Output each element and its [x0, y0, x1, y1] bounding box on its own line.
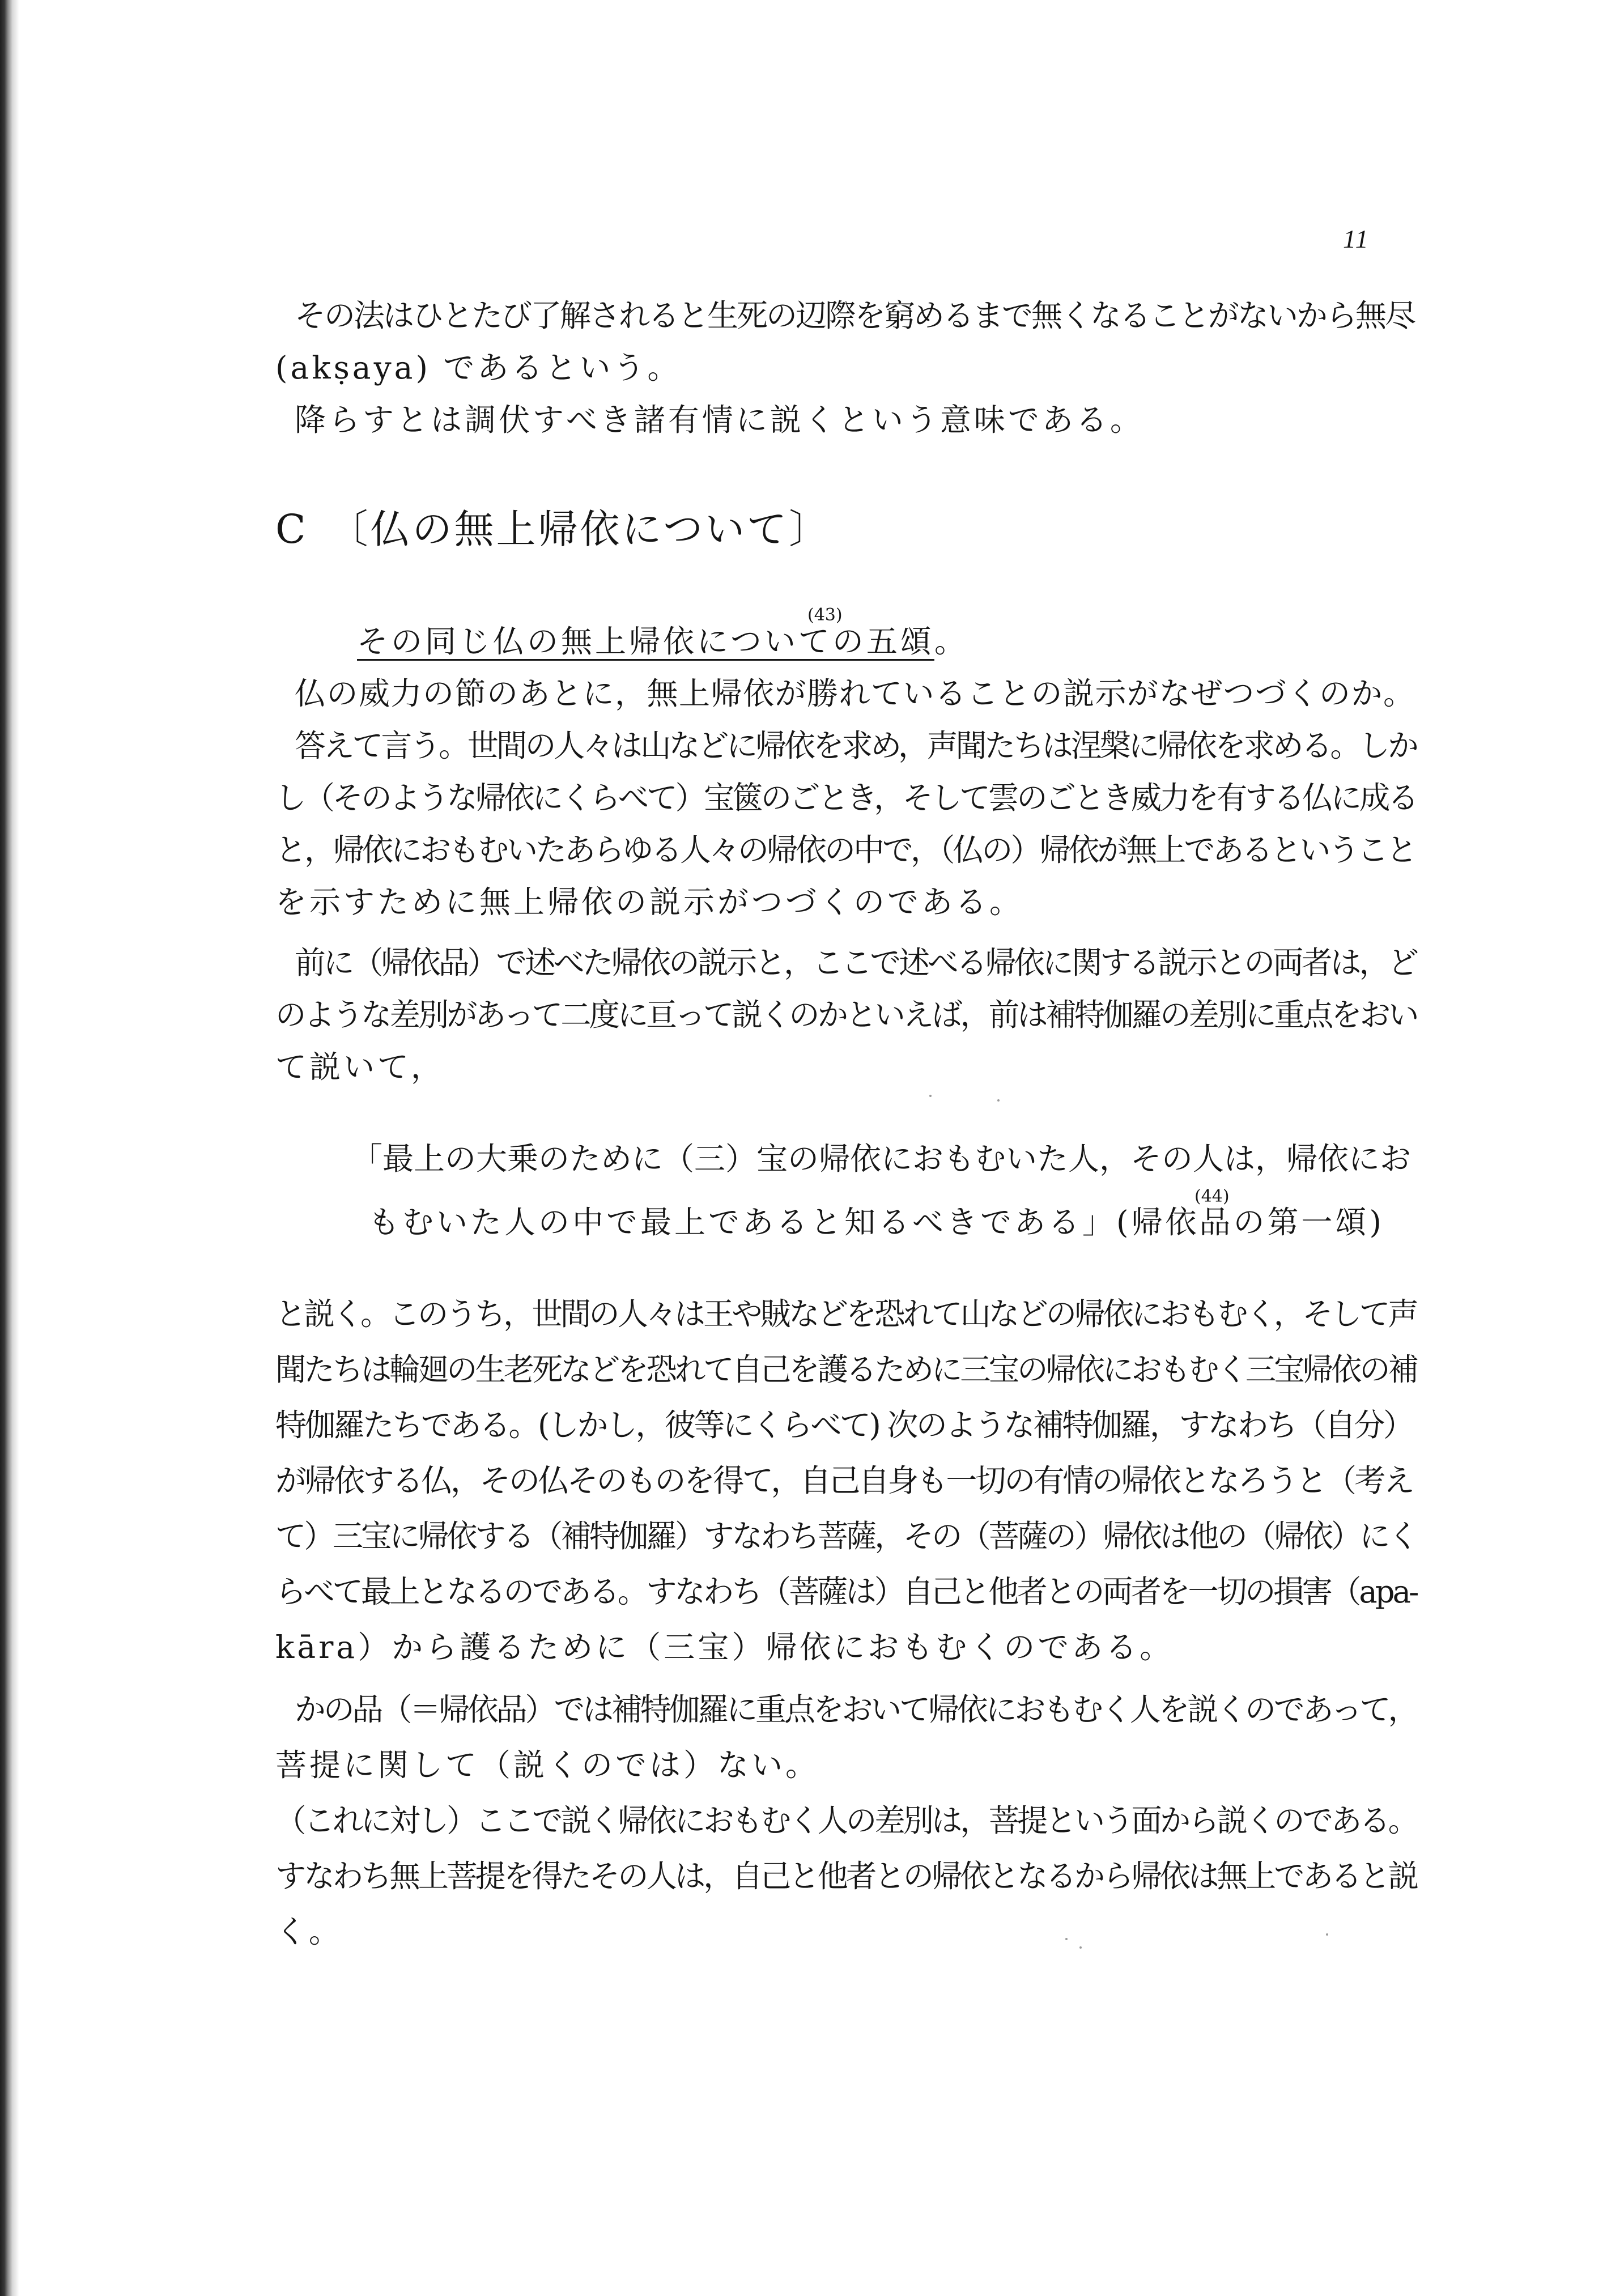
paragraph-6-line-3: 特伽羅たちである。(しかし，彼等にくらべて) 次のような補特伽羅，すなわち（自分）: [275, 1407, 1413, 1443]
paragraph-6-line-6: らべて最上となるのである。すなわち（菩薩は）自己と他者との両者を一切の損害（apa-: [275, 1574, 1417, 1610]
paragraph-4-line-3: と，帰依におもむいたあらゆる人々の帰依の中で，（仏の）帰依が無上であるということ: [275, 832, 1415, 868]
verse-intro: [357, 623, 968, 660]
scan-binding-edge: [0, 0, 19, 2296]
section-heading: [275, 498, 831, 555]
paragraph-6-line-2: 聞たちは輪廻の生老死などを恐れて自己を護るために三宝の帰依におもむく三宝帰依の補: [275, 1351, 1417, 1388]
verse-intro-end: 。: [934, 623, 968, 660]
paragraph-2-line-1: 降らすとは調伏すべき諸有情に説くという意味である。: [295, 402, 1144, 438]
footnote-ref-44: (44): [1194, 1187, 1230, 1206]
scan-speck: [997, 1099, 1000, 1102]
paragraph-6-line-1: と説く。このうち，世間の人々は王や賊などを恐れて山などの帰依におもむく，そして声: [275, 1296, 1417, 1332]
paragraph-6-line-7: kāra）から護るために（三宝）帰依におもむくのである。: [275, 1629, 1174, 1665]
section-marker: C: [275, 506, 308, 552]
verse-intro-text: その同じ仏の無上帰依についての五頌: [357, 623, 934, 660]
paragraph-5-line-1: 前に（帰依品）で述べた帰依の説示と，ここで述べる帰依に関する説示との両者は，ど: [295, 945, 1417, 981]
paragraph-5-line-2: のような差別があって二度に亘って説くのかといえば，前は補特伽羅の差別に重点をおい: [275, 997, 1417, 1033]
paragraph-7-line-1: かの品（＝帰依品）では補特伽羅に重点をおいて帰依におもむく人を説くのであって，: [295, 1691, 1417, 1728]
paragraph-5-line-3: て説いて，: [275, 1049, 445, 1085]
section-title: 〔仏の無上帰依について〕: [328, 506, 831, 552]
scan-speck: [929, 1095, 932, 1097]
paragraph-7-line-2: 菩提に関して（説くのでは）ない。: [275, 1747, 820, 1783]
scan-speck: [1326, 1933, 1328, 1936]
paragraph-4-line-1: 答えて言う。世間の人々は山などに帰依を求め，声聞たちは涅槃に帰依を求める。しか: [295, 728, 1417, 764]
footnote-ref-43: (43): [807, 605, 843, 625]
paragraph-4-line-4: を示すために無上帰依の説示がつづくのである。: [275, 884, 1024, 920]
scan-speck: [1065, 1938, 1068, 1940]
paragraph-4-line-2: し（そのような帰依にくらべて）宝篋のごとき，そして雲のごとき威力を有する仏に成る: [275, 780, 1417, 816]
paragraph-8-line-3: く。: [275, 1914, 343, 1950]
paragraph-8-line-2: すなわち無上菩提を得たその人は，自己と他者との帰依となるから帰依は無上であると説: [275, 1858, 1417, 1894]
page-number: 11: [1343, 224, 1370, 253]
paragraph-8-line-1: （これに対し）ここで説く帰依におもむく人の差別は，菩提という面から説くのである。: [275, 1802, 1417, 1839]
paragraph-6-line-5: て）三宝に帰依する（補特伽羅）すなわち菩薩，その（菩薩の）帰依は他の（帰依）にく: [275, 1518, 1417, 1554]
scan-speck: [1079, 1946, 1082, 1949]
quote-line-2: もむいた人の中で最上であると知るべきである」(帰依品の第一頌): [368, 1204, 1384, 1240]
paragraph-3-line-1: 仏の威力の節のあとに，無上帰依が勝れていることの説示がなぜつづくのか。: [295, 675, 1415, 712]
paragraph-1-line-1: その法はひとたび了解されると生死の辺際を窮めるまで無くなることがないから無尽: [295, 297, 1415, 334]
paragraph-6-line-4: が帰依する仏，その仏そのものを得て，自己自身も一切の有情の帰依となろうと（考え: [275, 1462, 1413, 1499]
quote-line-1: 「最上の大乗のために（三）宝の帰依におもむいた人，その人は，帰依にお: [351, 1141, 1412, 1177]
paragraph-1-line-2: (akṣaya) であるという。: [275, 350, 682, 386]
